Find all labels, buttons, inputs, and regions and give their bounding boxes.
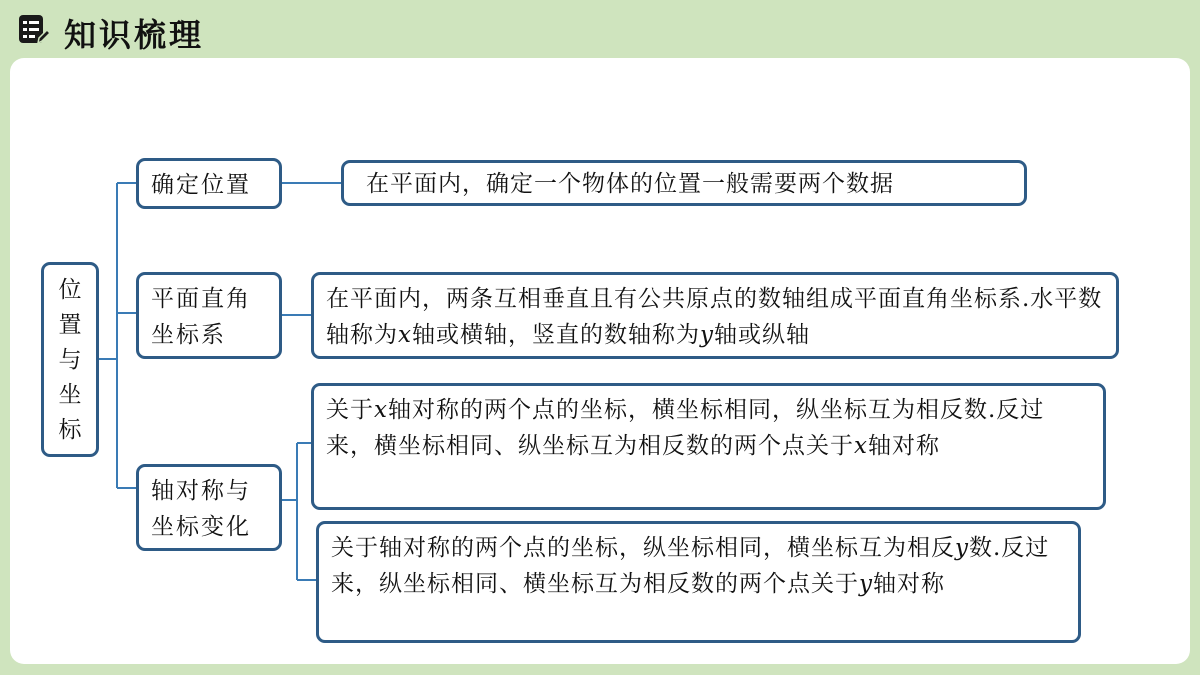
description-y-axis-symmetry: [316, 521, 1081, 643]
description-text: 轴对称: [873, 571, 945, 597]
math-variable: x: [854, 433, 868, 459]
description-text: 数.反过来，纵坐标相同、横坐标互为相反数的两个点关于: [331, 535, 1050, 597]
description-text: 轴对称的两个点的坐标，横坐标相同，纵坐标互为相反数.反过来，横坐标相同、纵坐标互为相反数的两个点关于: [326, 397, 1045, 459]
root-label: 位置与坐标: [58, 277, 82, 443]
description-text: 轴或横轴，竖直的数轴称为: [411, 322, 700, 348]
description-text: 关于轴对称的两个点的坐标，纵坐标相同，横坐标互为相反: [331, 535, 955, 561]
description-text: 在平面内，确定一个物体的位置一般需要两个数据: [366, 171, 894, 197]
header: [0, 0, 1200, 58]
description-text: 在平面内，两条互相垂直且有公共原点的数轴组成平面直角坐标系.水平数轴称为: [326, 286, 1103, 348]
math-variable: y: [699, 322, 714, 348]
category-label: 轴对称与坐标变化: [151, 478, 251, 540]
category-node-position: [136, 158, 282, 209]
math-variable: x: [398, 322, 412, 348]
description-coordinate-system: [311, 272, 1119, 359]
description-text: 关于: [326, 397, 374, 423]
description-text: 轴或纵轴: [713, 322, 810, 348]
math-variable: y: [955, 535, 969, 561]
category-label: 确定位置: [151, 172, 251, 198]
category-label: 平面直角坐标系: [151, 286, 251, 348]
math-variable: y: [859, 571, 873, 597]
description-x-axis-symmetry: [311, 383, 1106, 510]
description-position: [341, 160, 1027, 206]
root-node: [41, 262, 99, 457]
category-node-coordinate-system: [136, 272, 282, 359]
math-variable: x: [374, 397, 388, 423]
page-title: 知识梳理: [64, 16, 205, 54]
description-text: 轴对称: [867, 433, 940, 459]
category-node-symmetry: [136, 464, 282, 551]
list-pencil-icon: [18, 14, 50, 46]
